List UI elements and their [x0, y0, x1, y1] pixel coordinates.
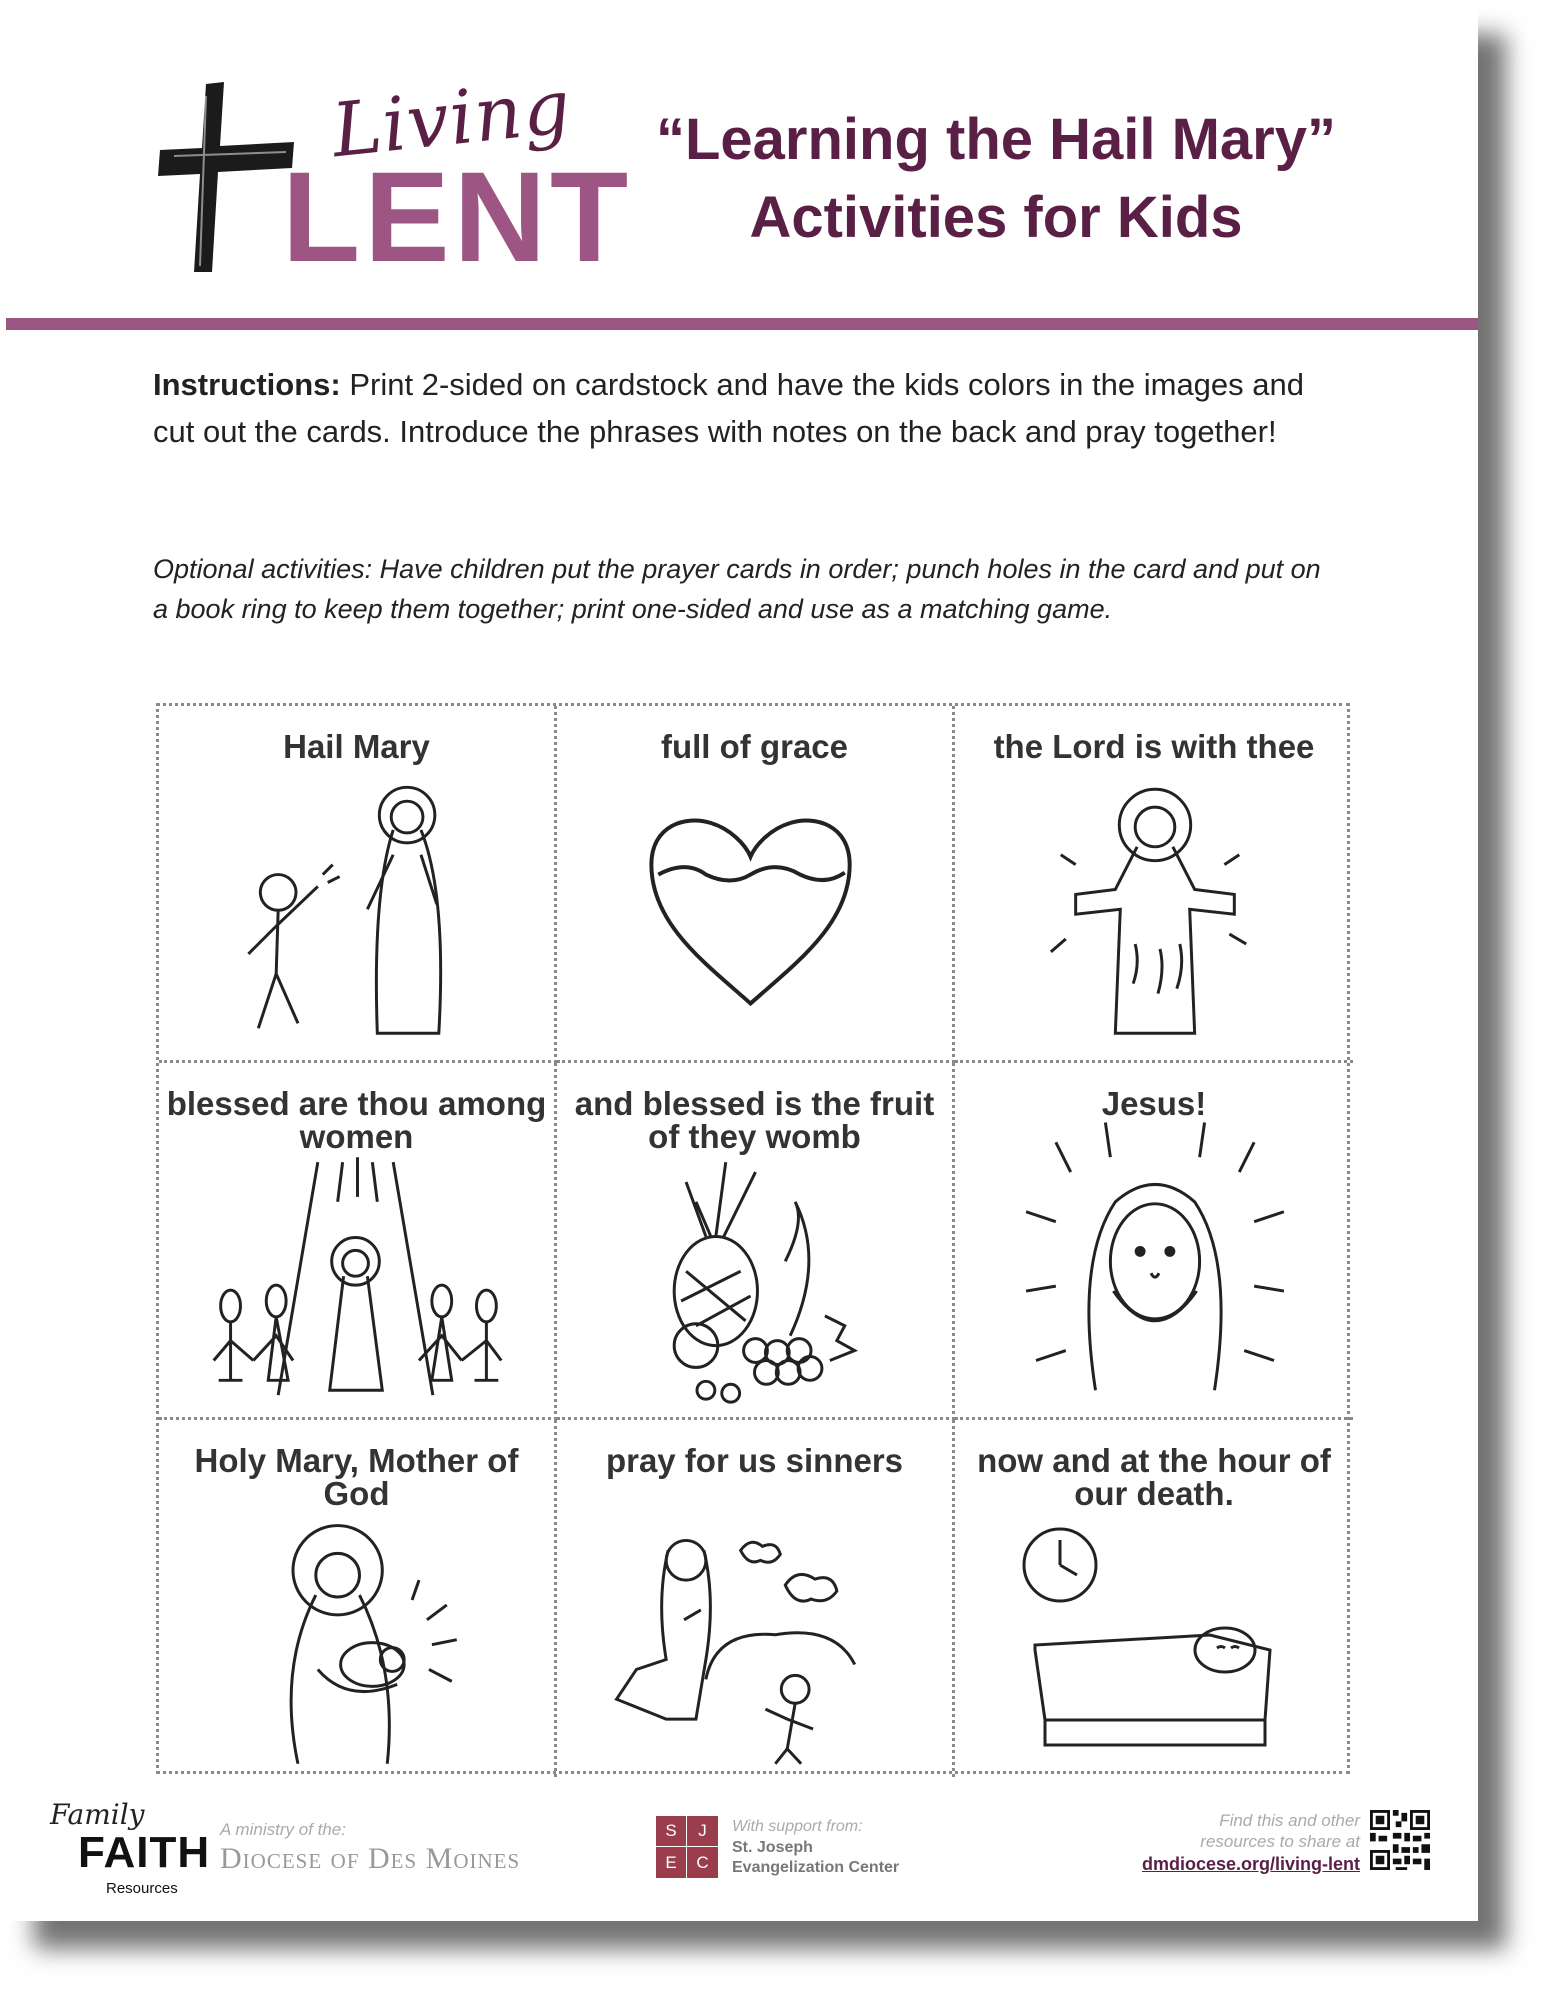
heart-icon: [557, 706, 952, 1060]
prayer-card: [557, 1063, 955, 1420]
card-label: the Lord is with thee: [993, 728, 1315, 765]
mary-among-women-icon: [159, 1063, 554, 1417]
card-label: blessed are thou among women: [166, 1085, 547, 1155]
logo-lent-text: LENT: [282, 146, 633, 289]
family-faith-logo-faith: FAITH: [78, 1828, 211, 1877]
instructions-label: Instructions:: [153, 367, 341, 402]
card-label: and blessed is the fruit of they womb: [574, 1085, 935, 1155]
card-label: now and at the hour of our death.: [977, 1442, 1331, 1512]
sj-center-name: [732, 1838, 899, 1878]
praying-mary-icon: [557, 1420, 952, 1777]
card-label: pray for us sinners: [605, 1442, 904, 1479]
living-lent-link[interactable]: dmdiocese.org/living-lent: [1141, 1854, 1360, 1874]
sjec-letter: E: [656, 1847, 687, 1878]
card-label: Holy Mary, Mother of God: [194, 1442, 519, 1512]
mary-with-child-icon: [159, 1420, 554, 1777]
find-more-text: [1200, 1810, 1360, 1852]
instructions: [153, 361, 1323, 455]
find-line-2: resources to share at: [1200, 1832, 1360, 1851]
sjec-letter: J: [687, 1816, 718, 1847]
logo-living-text: Living: [328, 63, 576, 175]
family-faith-logo-resources: Resources: [106, 1880, 178, 1897]
ministry-text: A ministry of the:: [220, 1820, 346, 1839]
living-lent-logo: [154, 63, 633, 289]
prayer-card: [159, 1420, 557, 1777]
prayer-card: [955, 1420, 1353, 1777]
card-label: Hail Mary: [283, 728, 430, 765]
diocese-name: Diocese of Des Moines: [220, 1842, 521, 1875]
title-line-1: “Learning the Hail Mary”: [655, 107, 1337, 172]
prayer-card: [557, 706, 955, 1063]
jesus-face-icon: [955, 1063, 1353, 1417]
sj-line-1: St. Joseph: [732, 1839, 813, 1856]
qr-code-icon: [1370, 1810, 1430, 1870]
find-line-1: Find this and other: [1219, 1811, 1360, 1830]
page-title: [601, 101, 1391, 257]
worksheet-page: [6, 6, 1478, 1921]
family-faith-logo-family: Family: [50, 1798, 145, 1831]
title-line-2: Activities for Kids: [749, 185, 1243, 250]
clock-bed-icon: [955, 1420, 1353, 1777]
optional-activities: Optional activities: Have children put the prayer cards in order; punch holes in the card and put on a book ring to keep them together; print one-sided and use as a matching game.: [153, 554, 1321, 624]
instructions-text: Print 2-sided on cardstock and have the kids colors in the images and cut out the cards. Introduce the phrases with notes on the back and pray together!: [153, 367, 1305, 449]
mary-greeting-icon: [159, 706, 554, 1060]
prayer-card: [955, 706, 1353, 1063]
sjec-letter: C: [696, 1852, 709, 1872]
sj-line-2: Evangelization Center: [732, 1859, 900, 1876]
footer: [6, 1796, 1478, 1906]
prayer-card: [159, 706, 557, 1063]
prayer-card: [955, 1063, 1353, 1420]
sjec-letter: S: [656, 1816, 687, 1847]
card-label: Jesus!: [1101, 1085, 1207, 1122]
prayer-card: [557, 1420, 955, 1777]
card-label: full of grace: [660, 728, 849, 765]
sjec-logo: [656, 1816, 718, 1878]
radiant-mary-icon: [955, 706, 1353, 1060]
fruit-icon: [557, 1063, 952, 1417]
support-text: With support from:: [732, 1818, 863, 1835]
header-divider: [6, 318, 1478, 330]
prayer-card-grid: [156, 703, 1350, 1774]
prayer-card: [159, 1063, 557, 1420]
